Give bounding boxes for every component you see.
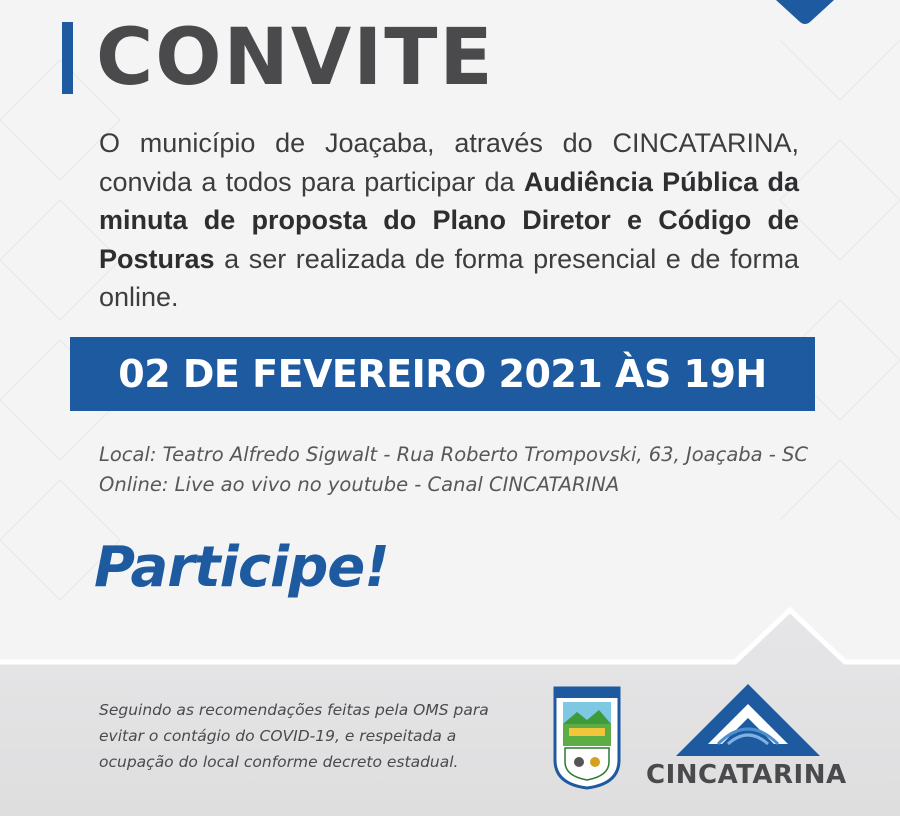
cincatarina-logo-text: CINCATARINA bbox=[646, 760, 847, 790]
title-accent-bar bbox=[62, 22, 73, 94]
covid-notice-line: Seguindo as recomendações feitas pela OMS para bbox=[99, 701, 489, 719]
covid-notice-line: evitar o contágio do COVID-19, e respeitada a bbox=[99, 727, 457, 745]
date-banner-text: 02 DE FEVEREIRO 2021 ÀS 19H bbox=[118, 352, 767, 396]
date-banner bbox=[70, 337, 815, 411]
page-title: CONVITE bbox=[96, 13, 495, 103]
invitation-text-part2: a ser realizada de forma presencial e de forma online. bbox=[99, 243, 799, 312]
event-details bbox=[99, 440, 808, 500]
corner-triangle-icon bbox=[770, 0, 840, 26]
invitation-text-part1: O município de Joaçaba, através do CINCATARINA, convida a todos para participar da bbox=[99, 128, 799, 197]
call-to-action: Participe! bbox=[94, 535, 389, 600]
joacaba-crest-icon bbox=[553, 686, 621, 790]
invitation-text bbox=[99, 124, 799, 317]
event-location: Local: Teatro Alfredo Sigwalt - Rua Roberto Trompovski, 63, Joaçaba - SC bbox=[99, 443, 809, 466]
covid-notice bbox=[99, 697, 489, 775]
invitation-text-highlight: Audiência Pública da minuta de proposta do Plano Diretor e Código de Posturas bbox=[99, 166, 799, 274]
event-online: Online: Live ao vivo no youtube - Canal CINCATARINA bbox=[99, 473, 620, 496]
covid-notice-line: ocupação do local conforme decreto estadual. bbox=[99, 753, 459, 771]
cincatarina-logo-icon bbox=[676, 684, 820, 756]
